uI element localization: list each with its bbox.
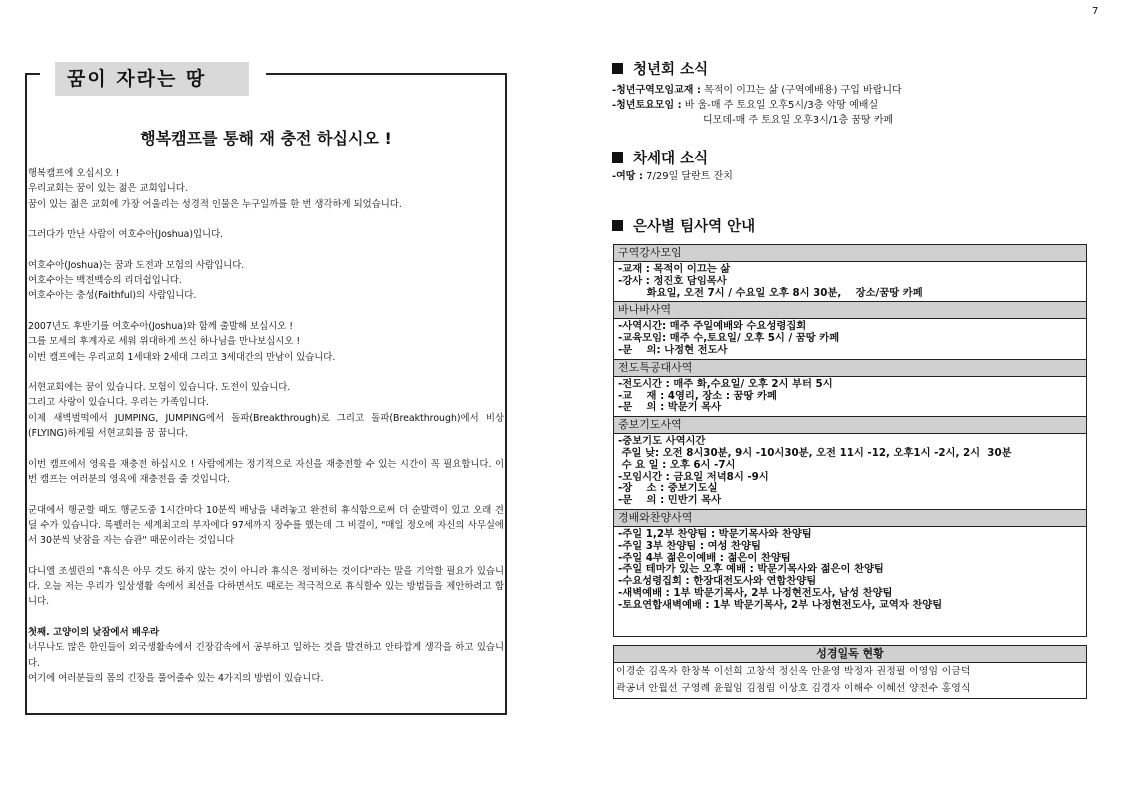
ministry-section [614,417,1086,510]
ministry-line: -교 재 : 4영리, 장소 : 꿈땅 카페 [618,389,777,402]
article-body [28,166,504,701]
ministry-line: -강사 : 정진호 담임목사 [618,274,727,287]
bible-reading-title: 성경일독 현황 [614,646,1086,663]
ministry-section-title: 바나바사역 [614,302,1086,319]
article-paragraph [28,625,504,686]
article-paragraph [28,564,504,610]
gifts-ministry-heading [612,215,755,236]
page-number: 7 [1092,6,1099,17]
nextgen-news [612,169,733,184]
ministry-section-title: 전도특공대사역 [614,360,1086,377]
ministry-line: 화요일, 오전 7시 / 수요일 오후 8시 30분, 장소/꿈땅 카페 [618,286,923,299]
bible-reading-box [613,645,1087,699]
article-line: 이번 캠프에서 영육을 재충전 하십시오 ! 사람에게는 정기적으로 자신을 재충전할 수 있는 시간이 꼭 필요합니다. 이번 캠프는 여러분의 영육에 재충전을 줄 것입니다. [28,458,504,485]
ministry-line: -교육모임: 매주 수,토요일/ 오후 5시 / 꿈땅 카페 [618,332,840,345]
article-paragraph [28,457,504,488]
square-bullet-icon [612,152,623,163]
bible-reading-names-row2: 곽공녀 안월선 구영례 윤월임 김점림 이상호 김경자 이해수 이혜선 양전수 홍영식 [616,683,971,694]
article-line: 여호수아는 충성(Faithful)의 사람입니다. [28,290,197,302]
article-paragraph [28,319,504,365]
ministry-line: -문 의 : 민반기 목사 [618,494,722,507]
ministry-table [613,244,1087,637]
nextgen-news-title: 차세대 소식 [633,151,709,167]
article-line: 그러다가 만난 사람이 여호수아(Joshua)입니다. [28,229,224,241]
article-line: 우리교회는 꿈이 있는 젊은 교회입니다. [28,183,188,195]
ministry-line: -교재 : 목적이 이끄는 삶 [618,263,731,275]
article-paragraph [28,227,504,242]
ministry-line: -토요연합새벽예배 : 1부 박문기목사, 2부 나정현전도사, 교역자 찬양팀 [618,598,943,611]
ministry-section [614,510,1086,614]
article-subheading: 첫째. 고양이의 낮잠에서 배우라 [28,626,160,638]
article-line: 꿈이 있는 젊은 교회에 가장 어울리는 성경적 인물은 누구일까를 한 번 생각하게 되었습니다. [28,198,402,210]
ministry-section-title: 경배와찬양사역 [614,510,1086,527]
article-line: 이제 새벽벌떡에서 JUMPING, JUMPING에서 돌파(Breakthrough)로 그리고 돌파(Breakthrough)에서 비상(FLYING)하게될 서현교회를 꿈 꿉니다. [28,412,504,440]
gifts-ministry-title: 은사별 팀사역 안내 [633,219,756,235]
youth-news-title: 청년회 소식 [633,62,709,78]
ministry-section-title: 구역강사모임 [614,245,1086,262]
article-line: 여호수아(Joshua)는 꿈과 도전과 모험의 사람입니다. [28,259,245,271]
article-paragraph [28,380,504,441]
ministry-line: -주일 테마가 있는 오후 예배 : 박문기목사와 젊은이 찬양팀 [618,563,884,576]
article-headline: 행복캠프를 통해 재 충전 하십시오 ! [140,129,392,148]
article-line: 2007년도 후반기를 여호수아(Joshua)와 함께 출발해 보십시오 ! [28,320,293,332]
article-line: 군대에서 행군할 때도 행군도중 1시간마다 10분씩 배낭을 내려놓고 완전히 휴식함으로써 더 순발력이 있고 오래 견딜 수가 있습니다. 록펠러는 세계최고의 부자에다 97세까지 장수를 했는데 그 비결이, "매일 정오에 자신의 사무실에서 30분씩 낮잠을 자는 습관" 때문이라는 것입니다 [28,504,504,547]
ministry-section [614,245,1086,302]
article-line: 그리고 사랑이 있습니다. 우리는 가족입니다. [28,397,209,409]
ministry-line: -중보기도 사역시간 [618,435,706,448]
article-line: 이번 캠프에는 우리교회 1세대와 2세대 그리고 3세대간의 만남이 있습니다. [28,351,336,363]
ministry-line: -장 소 : 중보기도실 [618,482,718,495]
youth-item-saturday: -청년토요모임 : 바 울-매 주 토요일 오후5시/3층 악땅 예배실 [612,100,879,111]
article-paragraph [28,503,504,549]
ministry-section-title: 중보기도사역 [614,417,1086,434]
article-paragraph [28,166,504,212]
ministry-line: 주일 낮: 오전 8시30분, 9시 -10시30분, 오전 11시 -12, 오후1시 -2시, 2시 30분 [618,446,1012,459]
article-line: 서현교회에는 꿈이 있습니다. 모험이 있습니다. 도전이 있습니다. [28,382,291,394]
ministry-line: -주일 3부 찬양팀 : 여성 찬양팀 [618,539,761,552]
article-line: 그를 모세의 후계자로 세워 위대하게 쓰신 하나님을 만나보십시오 ! [28,336,301,348]
section-title-tab: 꿈이 자라는 땅 [55,62,249,96]
ministry-section [614,360,1086,417]
nextgen-news-heading [612,147,708,168]
nextgen-item: -여땅 : 7/29일 달란트 잔치 [612,171,733,182]
youth-news-heading [612,58,708,79]
article-line: 너무나도 많은 한인들이 외국생활속에서 긴장감속에서 공부하고 일하는 것을 발견하고 안타깝게 생각을 하고 있습니다. [28,642,504,669]
bible-reading-names-row1: 이경순 김옥자 한창복 이선희 고창석 정신옥 안윤영 박정자 권정필 이영임 이금덕 [616,666,971,677]
youth-item-materials: -청년구역모임교재 : 목적이 이끄는 삶 (구역예배용) 구입 바랍니다 [612,85,902,96]
ministry-line: -문 의: 나정현 전도사 [618,343,728,356]
ministry-line: -문 의 : 박문기 목사 [618,401,722,414]
article-line: 행복캠프에 오십시오 ! [28,168,120,179]
youth-item-saturday-cont: 디모데-매 주 토요일 오후3시/1층 꿈땅 카페 [703,115,894,126]
youth-news [612,83,902,128]
ministry-line: -새벽예배 : 1부 박문기목사, 2부 나정현전도사, 남성 찬양팀 [618,586,893,599]
article-line: 여호수아는 백전백승의 리더쉽입니다. [28,275,182,287]
ministry-section [614,302,1086,359]
square-bullet-icon [612,63,623,74]
article-line: 다니엘 조셀린의 "휴식은 아무 것도 하지 않는 것이 아니라 휴식은 정비하는 것이다"라는 말을 기억할 필요가 있습니다. 오늘 저는 우리가 일상생활 속에서 최선을 다하면서도 때로는 적극적으로 휴식할수 있는 방법들을 제안하려고 합니다. [28,565,504,608]
ministry-line: -주일 4부 젊은이예배 : 젊은이 찬양팀 [618,551,791,564]
ministry-line: -사역시간: 매주 주일예배와 수요성령집회 [618,320,807,333]
ministry-line: -모임시간 : 금요일 저녁8시 -9시 [618,470,769,483]
article-paragraph [28,258,504,304]
ministry-line: -수요성령집회 : 한장대전도사와 연합찬양팀 [618,575,817,588]
ministry-line: 수 요 일 : 오후 6시 -7시 [618,458,736,471]
ministry-line: -주일 1,2부 찬양팀 : 박문기목사와 찬양팀 [618,527,812,540]
article-line: 여기에 여러분들의 몸의 긴장을 풀어줄수 있는 4가지의 방법이 있습니다. [28,672,324,684]
ministry-line: -전도시간 : 매주 화,수요일/ 오후 2시 부터 5시 [618,377,833,390]
square-bullet-icon [612,220,623,231]
